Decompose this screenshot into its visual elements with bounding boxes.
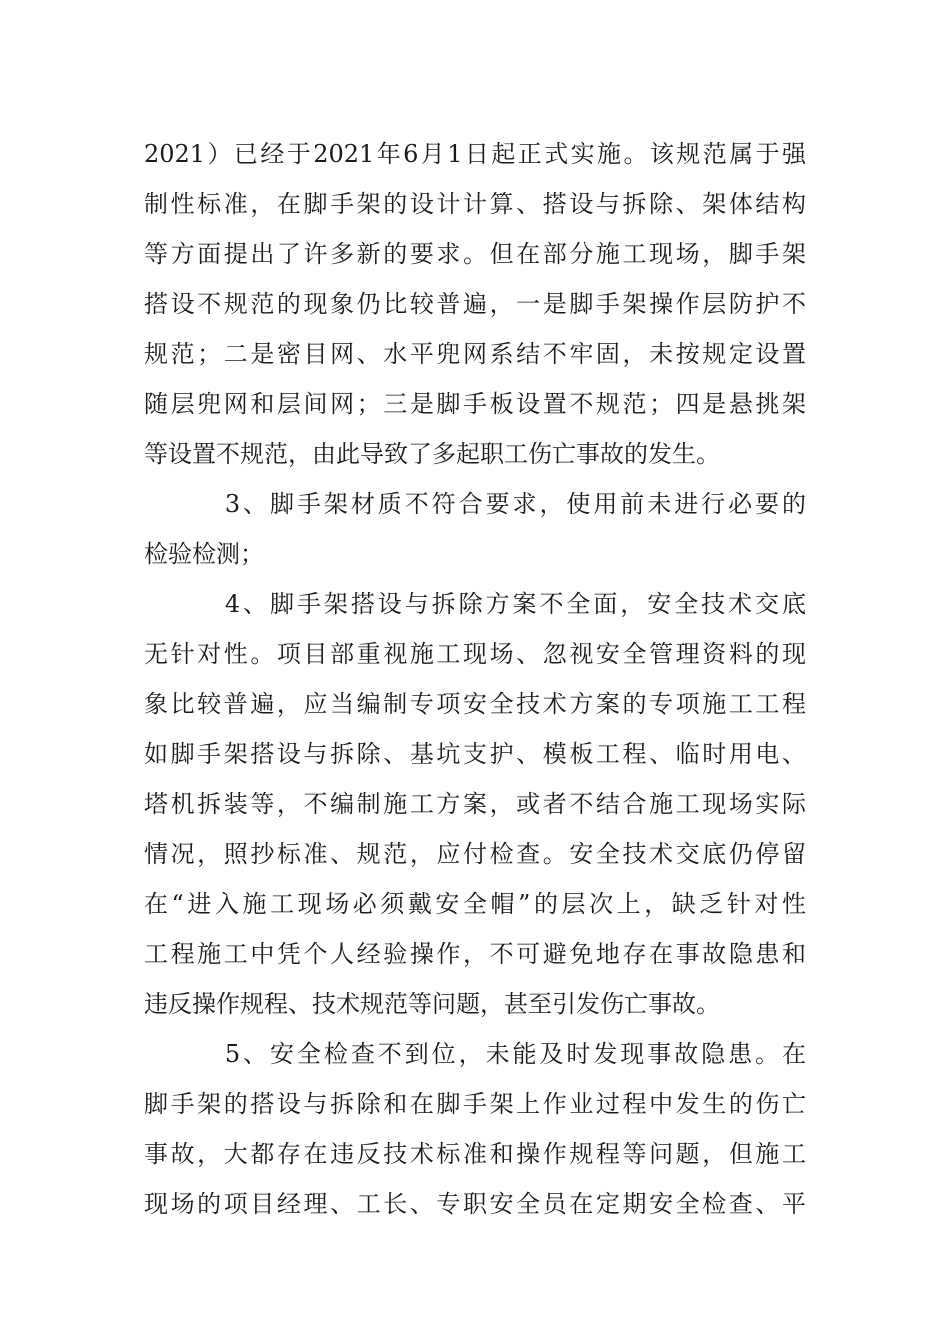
text-line: 4、脚手架搭设与拆除方案不全面，安全技术交底	[144, 590, 806, 618]
text-line: 事故，大都存在违反技术标准和操作规程等问题，但施工	[144, 1140, 806, 1168]
text-line: 无针对性。项目部重视施工现场、忽视安全管理资料的现	[144, 640, 806, 668]
text-line: 在“进入施工现场必须戴安全帽”的层次上，缺乏针对性	[144, 890, 806, 918]
text-line: 现场的项目经理、工长、专职安全员在定期安全检查、平	[144, 1190, 806, 1218]
text-line: 等方面提出了许多新的要求。但在部分施工现场，脚手架	[144, 240, 806, 268]
text-line: 5、安全检查不到位，未能及时发现事故隐患。在	[144, 1040, 806, 1068]
text-line: 如脚手架搭设与拆除、基坑支护、模板工程、临时用电、	[144, 740, 806, 768]
text-line: 塔机拆装等，不编制施工方案，或者不结合施工现场实际	[144, 790, 806, 818]
text-line: 随层兜网和层间网；三是脚手板设置不规范；四是悬挑架	[144, 390, 806, 418]
text-line: 搭设不规范的现象仍比较普遍，一是脚手架操作层防护不	[144, 290, 806, 318]
text-line: 象比较普遍，应当编制专项安全技术方案的专项施工工程	[144, 690, 806, 718]
text-line: 等设置不规范，由此导致了多起职工伤亡事故的发生。	[144, 440, 720, 468]
text-line: 检验检测；	[144, 540, 264, 568]
text-line: 3、脚手架材质不符合要求，使用前未进行必要的	[144, 490, 806, 518]
text-line: 规范；二是密目网、水平兜网系结不牢固，未按规定设置	[144, 340, 806, 368]
text-line: 违反操作规程、技术规范等问题，甚至引发伤亡事故。	[144, 990, 720, 1018]
text-line: 2021）已经于2021年6月1日起正式实施。该规范属于强	[144, 140, 806, 168]
text-line: 制性标准，在脚手架的设计计算、搭设与拆除、架体结构	[144, 190, 806, 218]
text-line: 脚手架的搭设与拆除和在脚手架上作业过程中发生的伤亡	[144, 1090, 806, 1118]
text-line: 工程施工中凭个人经验操作，不可避免地存在事故隐患和	[144, 940, 806, 968]
text-line: 情况，照抄标准、规范，应付检查。安全技术交底仍停留	[144, 840, 806, 868]
